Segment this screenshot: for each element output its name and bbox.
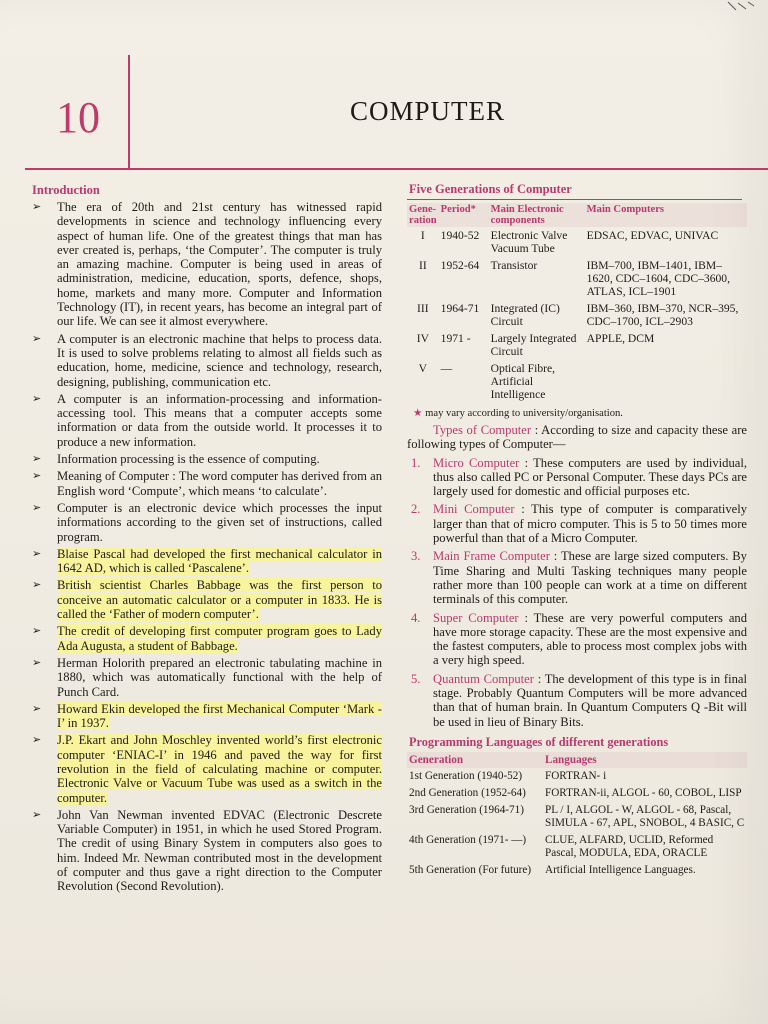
intro-bullet <box>32 469 382 498</box>
introduction-column <box>32 183 382 897</box>
footnote-text: may vary according to university/organisation. <box>425 408 623 419</box>
type-description: : This type of computer is comparatively larger than that of micro computer. This is 5 to 50 times more powerful than that of a Micro Computer. <box>433 502 748 546</box>
type-number: 1. <box>411 455 421 470</box>
intro-bullet-text: Herman Holorith prepared an electronic tabulating machine in 1880, which was automatically functional with the help of Punch Card. <box>57 655 382 699</box>
chapter-number: 10 <box>56 93 100 142</box>
intro-bullet <box>32 808 382 894</box>
types-heading: Types of Computer <box>433 423 532 437</box>
right-column <box>407 182 747 879</box>
languages-header-row <box>407 752 747 768</box>
intro-bullet-text: J.P. Ekart and John Moschley invented world’s first electronic computer ‘ENIAC-I’ in 1946 and paved the way for first revolution in the field of calculating machine or computer. Electronic Valve or Vacuum Tube was used as a switch in the computer. <box>57 733 382 805</box>
type-description: : These are large sized computers. By Time Sharing and Multi Tasking techniques many people rather more than 100 people can work at a time on different terminals of this computer. <box>433 549 747 607</box>
arrow-bullet-icon: ➢ <box>32 201 42 213</box>
types-intro-text: : According to size and capacity these are following types of Computer— <box>407 423 747 452</box>
generations-divider <box>407 199 742 200</box>
type-number: 3. <box>411 549 421 564</box>
intro-bullet <box>32 392 382 449</box>
computer-type-item <box>407 502 747 545</box>
generation-gen-cell: II <box>418 259 427 272</box>
generation-period-cell: 1971 - <box>440 332 471 345</box>
language-list-cell: PL / I, ALGOL - W, ALGOL - 68, Pascal, SIMULA - 67, APL, SNOBOL, 4 BASIC, C <box>545 803 745 829</box>
header-generation: Gene-ration <box>409 204 437 226</box>
generation-gen-cell: IV <box>416 332 429 345</box>
generation-row <box>407 300 747 330</box>
type-name: Micro Computer <box>433 455 520 470</box>
generation-computers-cell <box>585 360 747 403</box>
chapter-title: COMPUTER <box>350 96 506 126</box>
intro-bullet-text: The credit of developing first computer program goes to Lady Ada Augusta, a student of Babbage. <box>57 624 382 653</box>
generation-gen-cell: V <box>418 362 428 375</box>
intro-bullet-text: A computer is an information-processing and information-accessing tool. This means that a computer accepts some information or data from the outside world. It processes it to produce a new information. <box>57 391 382 449</box>
arrow-bullet-icon: ➢ <box>32 547 42 560</box>
generation-period-cell: 1940-52 <box>440 229 480 242</box>
computer-type-item <box>407 456 747 499</box>
language-row <box>407 862 747 879</box>
language-generation-cell: 1st Generation (1940-52) <box>409 769 523 782</box>
intro-bullet-text: The era of 20th and 21st century has witnessed rapid developments in science and technology influencing every aspect of human life. One of the greatest things that man has ever created is, perhaps, ‘the Computer’. The computer is truly an amazing machine. Computer is being used in areas of administration, medicine, education, sports, defence, shops, home, markets and many more. Computer and Information Technology (IT), in recent years, has become an integral part of our life. We can see it almost everywhere. <box>57 200 382 329</box>
arrow-bullet-icon: ➢ <box>32 392 42 405</box>
intro-bullet <box>32 578 382 621</box>
language-list-cell: CLUE, ALFARD, UCLID, Reformed Pascal, MODULA, EDA, ORACLE <box>545 833 714 859</box>
intro-bullet <box>32 656 382 699</box>
type-name: Super Computer <box>433 610 519 625</box>
type-number: 2. <box>411 502 421 517</box>
language-list-cell: FORTRAN- i <box>545 769 607 782</box>
language-generation-cell: 3rd Generation (1964-71) <box>409 803 524 816</box>
generations-header-row <box>407 203 747 227</box>
intro-bullet-text: Information processing is the essence of computing. <box>57 452 320 467</box>
generation-period-cell: 1952-64 <box>440 259 480 272</box>
introduction-heading: Introduction <box>32 183 100 197</box>
star-icon: ★ <box>413 408 423 419</box>
generations-heading: Five Generations of Computer <box>409 182 572 196</box>
arrow-bullet-icon: ➢ <box>32 702 42 715</box>
introduction-list <box>32 200 382 894</box>
corner-mark-icon <box>726 0 756 14</box>
generation-row <box>407 330 747 360</box>
type-name: Main Frame Computer <box>433 549 550 564</box>
arrow-bullet-icon: ➢ <box>32 734 42 747</box>
type-description: : These computers are used by individual, thus also called PC or Personal Computer. These days PCs are largely used for domestic and official purposes etc. <box>433 455 748 499</box>
languages-heading: Programming Languages of different generations <box>409 734 669 749</box>
language-list-cell: FORTRAN-ii, ALGOL - 60, COBOL, LISP <box>545 786 742 799</box>
computer-type-item <box>407 611 747 668</box>
generation-computers-cell: IBM–700, IBM–1401, IBM–1620, CDC–1604, CDC–3600, ATLAS, ICL–1901 <box>586 259 730 298</box>
arrow-bullet-icon: ➢ <box>32 656 42 669</box>
generation-component-cell: Electronic Valve Vacuum Tube <box>490 229 568 255</box>
language-row <box>407 785 747 802</box>
arrow-bullet-icon: ➢ <box>32 453 42 466</box>
generation-gen-cell: III <box>417 302 429 315</box>
generation-row <box>407 360 747 403</box>
header-computers: Main Computers <box>585 203 747 227</box>
languages-table <box>407 752 747 879</box>
arrow-bullet-icon: ➢ <box>32 332 42 345</box>
intro-bullet <box>32 733 382 804</box>
chapter-divider-vertical <box>128 55 130 170</box>
generation-component-cell: Integrated (IC) Circuit <box>490 302 560 328</box>
generation-component-cell: Transistor <box>490 259 538 272</box>
generation-period-cell: 1964-71 <box>440 302 480 315</box>
language-row <box>407 768 747 785</box>
intro-bullet <box>32 501 382 544</box>
type-number: 5. <box>411 671 421 686</box>
type-description: : The development of this type is in final stage. Probably Quantum Computers will be more advanced than that of human brain. In Quantum Computers Q -Bit will be used in lieu of Binary Bits. <box>433 671 748 729</box>
arrow-bullet-icon: ➢ <box>32 501 42 514</box>
header-lang-generation: Generation <box>407 752 543 768</box>
arrow-bullet-icon: ➢ <box>32 579 42 592</box>
type-number: 4. <box>411 610 421 625</box>
arrow-bullet-icon: ➢ <box>32 470 42 483</box>
language-list-cell: Artificial Intelligence Languages. <box>545 863 696 876</box>
generation-row <box>407 257 747 300</box>
generation-component-cell: Largely Integrated Circuit <box>490 332 577 358</box>
types-list <box>407 456 747 729</box>
generation-row <box>407 227 747 257</box>
intro-bullet <box>32 332 382 389</box>
generation-period-cell: — <box>440 362 453 375</box>
intro-bullet-text: John Van Newman invented EDVAC (Electronic Descrete Variable Computer) in 1951, in which he used Stored Program. The credit of using Binary System in computers also goes to him. Indeed Mr. Newman contributed most in the development of computer and thus gave a right direction to the Computer Revolution (Second Revolution). <box>57 807 382 894</box>
intro-bullet-text: Computer is an electronic device which processes the input informations according to the given set of instructions, called program. <box>57 500 382 544</box>
type-name: Mini Computer <box>433 502 515 517</box>
intro-bullet-text: Howard Ekin developed the first Mechanical Computer ‘Mark - I’ in 1937. <box>57 701 382 731</box>
intro-bullet <box>32 702 382 731</box>
intro-bullet <box>32 624 382 653</box>
types-intro <box>407 423 747 452</box>
intro-bullet-text: A computer is an electronic machine that helps to process data. It is used to solve problems relating to almost all fields such as education, home, medicine, science and technology, research, designing, publishing, communication etc. <box>57 331 382 389</box>
arrow-bullet-icon: ➢ <box>32 808 42 821</box>
header-languages: Languages <box>543 752 747 768</box>
intro-bullet <box>32 452 382 466</box>
language-generation-cell: 2nd Generation (1952-64) <box>409 786 526 799</box>
language-row <box>407 802 747 832</box>
language-generation-cell: 5th Generation (For future) <box>409 863 532 876</box>
computer-type-item <box>407 672 747 729</box>
generations-table <box>407 203 747 403</box>
generation-computers-cell: EDSAC, EDVAC, UNIVAC <box>586 229 719 242</box>
intro-bullet <box>32 547 382 576</box>
header-period: Period* <box>439 203 489 227</box>
computer-type-item <box>407 549 747 606</box>
arrow-bullet-icon: ➢ <box>32 625 42 638</box>
generation-component-cell: Optical Fibre, Artificial Intelligence <box>490 362 556 401</box>
intro-bullet-text: Meaning of Computer : The word computer has derived from an English word ‘Compute’, which means ‘to calculate’. <box>57 469 382 498</box>
chapter-divider-horizontal <box>25 168 768 170</box>
generation-computers-cell: IBM–360, IBM–370, NCR–395, CDC–1700, ICL–2903 <box>586 302 739 328</box>
type-description: : These are very powerful computers and have more storage capacity. These are the most expensive and the fastest computers, able to process most complex jobs with a very high speed. <box>433 610 748 668</box>
generations-footnote <box>413 407 747 419</box>
intro-bullet-text: British scientist Charles Babbage was the first person to conceive an automatic calculator or a computer in 1833. He is called the ‘Father of modern computer’. <box>57 578 382 622</box>
language-row <box>407 832 747 862</box>
header-components: Main Electronic components <box>489 203 585 227</box>
intro-bullet-text: Blaise Pascal had developed the first mechanical calculator in 1642 AD, which is called ‘Pascalene’. <box>57 546 382 576</box>
generation-gen-cell: I <box>420 229 425 242</box>
type-name: Quantum Computer <box>433 671 534 686</box>
generation-computers-cell: APPLE, DCM <box>586 332 655 345</box>
language-generation-cell: 4th Generation (1971- —) <box>409 833 527 846</box>
intro-bullet <box>32 200 382 329</box>
